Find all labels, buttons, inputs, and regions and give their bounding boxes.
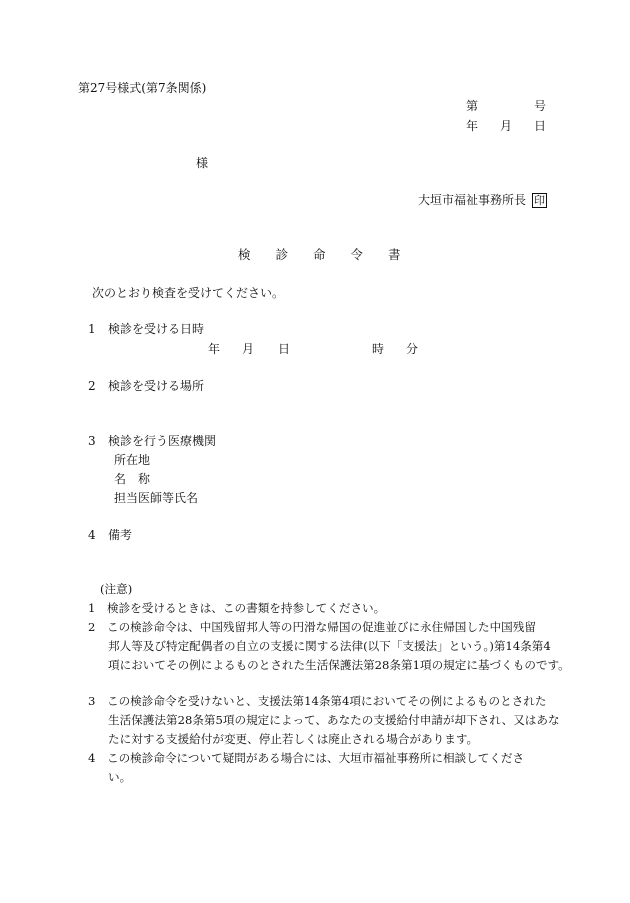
item1-month: 月 [242,342,255,356]
item3-sub-address: 所在地 [114,453,151,467]
notes-heading: (注意) [100,582,133,596]
item1-day: 日 [278,342,291,356]
item1-minute: 分 [406,342,419,356]
item2-label: 検診を受ける場所 [108,379,205,393]
item3-sub-doctor: 担当医師等氏名 [114,491,199,505]
item1-year: 年 [208,342,221,356]
date-year: 年 [466,119,479,133]
note-4-line-1: 4 この検診命令について疑問がある場合には、大垣市福祉事務所に相談してくださ [88,751,525,765]
note-4-line-2: い。 [108,770,132,784]
date-month: 月 [500,119,513,133]
item3-sub-name: 名 称 [114,472,151,486]
note-3-line-3: たに対する支援給付が変更、停止若しくは廃止される場合があります。 [108,732,479,746]
issuer-block [418,193,547,208]
intro-text: 次のとおり検査を受けてください。 [92,286,285,300]
issuer-name: 大垣市福祉事務所長 [418,193,527,207]
note-3-line-2: 生活保護法第28条第5項の規定によって、あなたの支援給付申請が却下され、又はあな [108,713,560,727]
note-1: 1 検診を受けるときは、この書類を持参してください。 [88,601,386,615]
form-label: 第27号様式(第7条関係) [78,81,207,95]
note-3-line-1: 3 この検診命令を受けないと、支援法第14条第4項においてその例によるものとされた [88,694,547,708]
note-2-line-2: 邦人等及び特定配偶者の自立の支援に関する法律(以下「支援法」という。)第14条第4 [108,639,551,653]
item1-num: 1 [88,322,96,336]
item4-label: 備考 [108,528,133,542]
item1-label: 検診を受ける日時 [108,322,205,336]
addressee-sama: 様 [196,156,209,170]
item1-hour: 時 [372,342,385,356]
number-go: 号 [534,99,547,113]
item3-num: 3 [88,434,96,448]
note-2-line-3: 項においてその例によるものとされた生活保護法第28条第1項の規定に基づくものです。 [108,658,570,672]
seal-stamp: 印 [534,194,546,207]
date-day: 日 [534,119,547,133]
number-dai: 第 [466,99,479,113]
item2-num: 2 [88,379,96,393]
item4-num: 4 [88,528,96,542]
note-2-line-1: 2 この検診命令は、中国残留邦人等の円滑な帰国の促進並びに永住帰国した中国残留 [88,620,536,634]
item3-label: 検診を行う医療機関 [108,434,217,448]
document-title: 検 診 命 令 書 [238,247,401,262]
